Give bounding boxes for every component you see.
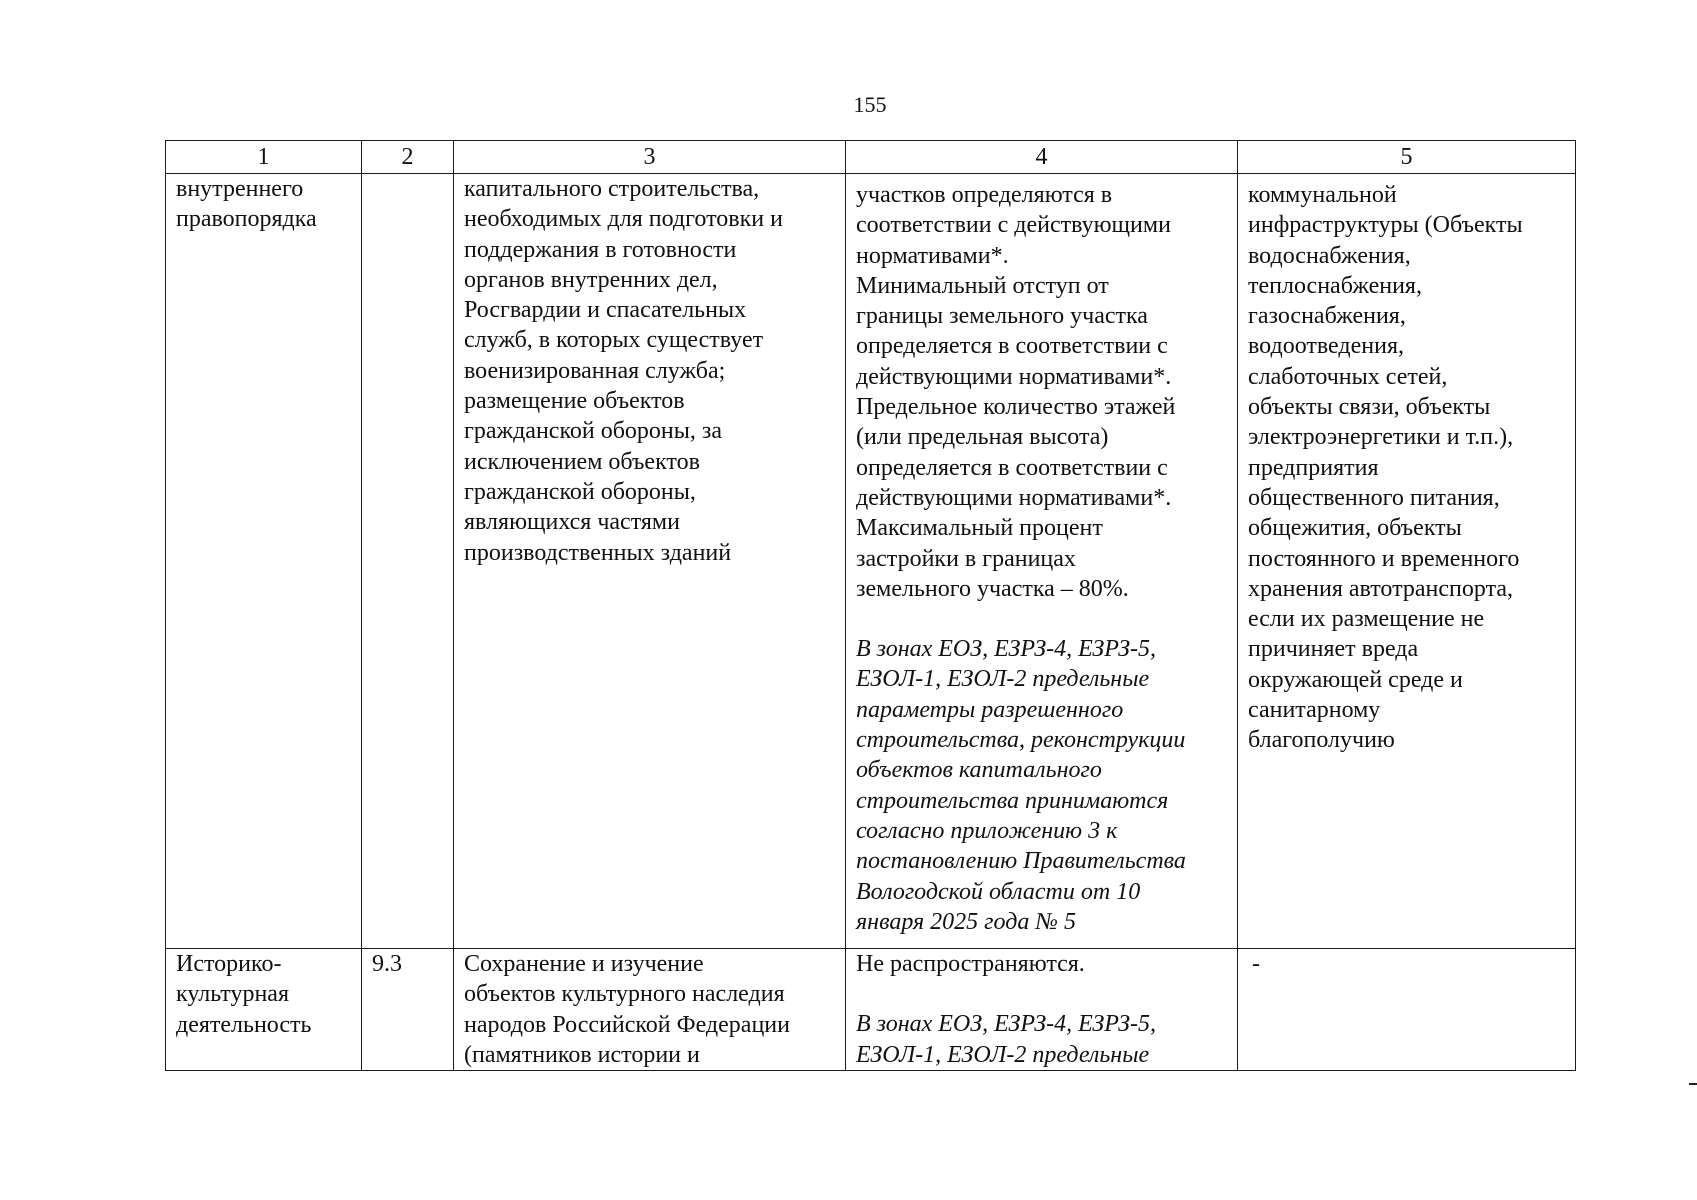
text-line: Историко- <box>176 951 282 977</box>
text-line: действующими нормативами*. <box>856 363 1172 390</box>
text-line: действующими нормативами*. <box>856 484 1172 511</box>
text-line: культурная <box>176 981 289 1008</box>
italic-text-line: согласно приложению 3 к <box>856 817 1118 844</box>
page-number: 155 <box>853 92 887 117</box>
text-line: инфраструктуры (Объекты <box>1248 212 1523 239</box>
text-line: определяется в соответствии с <box>856 333 1168 360</box>
code-cell <box>362 949 454 1071</box>
italic-text-line: В зонах ЕОЗ, ЕЗРЗ-4, ЕЗРЗ-5, <box>856 636 1157 663</box>
text-line: являющихся частями <box>464 509 680 536</box>
italic-text-line: параметры разрешенного <box>856 696 1124 723</box>
header-col-1: 1 <box>166 141 362 174</box>
text-line: предприятия <box>1248 454 1379 481</box>
text-line: объекты связи, объекты <box>1248 394 1491 421</box>
text-line: (или предельная высота) <box>856 424 1109 451</box>
auxiliary-uses-cell <box>1238 174 1576 949</box>
italic-text-line: Вологодской области от 10 <box>856 878 1141 905</box>
italic-text-line: ЕЗОЛ-1, ЕЗОЛ-2 предельные <box>856 666 1150 693</box>
auxiliary-uses-cell <box>1238 949 1576 1071</box>
text-line: водоотведения, <box>1248 333 1404 360</box>
text-line: участков определяются в <box>856 182 1113 208</box>
text-line: если их размещение не <box>1248 606 1485 633</box>
text-line: гражданской обороны, <box>464 478 696 505</box>
text-line: гражданской обороны, за <box>464 418 723 445</box>
italic-text-line: В зонах ЕОЗ, ЕЗРЗ-4, ЕЗРЗ-5, <box>856 1011 1157 1038</box>
header-col-5: 5 <box>1238 141 1576 174</box>
text-line: определяется в соответствии с <box>856 454 1168 481</box>
text-line: земельного участка – 80%. <box>856 575 1129 602</box>
text-line: органов внутренних дел, <box>464 266 718 293</box>
text-line: газоснабжения, <box>1248 303 1406 330</box>
activity-name-cell <box>166 174 362 949</box>
text-line: исключением объектов <box>464 448 700 475</box>
text-line: Росгвардии и спасательных <box>464 297 747 324</box>
paragraph-gap <box>856 979 1229 1009</box>
text-line: размещение объектов <box>464 388 685 415</box>
parameters-cell <box>846 174 1238 949</box>
text-line: Максимальный процент <box>856 515 1103 542</box>
text-line: нормативами*. <box>856 242 1009 269</box>
text-line: капитального строительства, <box>464 176 760 202</box>
text-line: производственных зданий <box>464 539 732 566</box>
text-line: слаботочных сетей, <box>1248 363 1448 390</box>
text-line: Минимальный отступ от <box>856 272 1109 299</box>
code-cell <box>362 174 454 949</box>
header-row <box>166 141 1576 174</box>
text-line: электроэнергетики и т.п.), <box>1248 424 1514 451</box>
text-line: причиняет вреда <box>1248 636 1419 663</box>
text-line: соответствии с действующими <box>856 212 1171 239</box>
text-line: водоснабжения, <box>1248 242 1411 269</box>
regulations-table <box>165 140 1576 1071</box>
text-line: общежития, объекты <box>1248 515 1462 542</box>
italic-text-line: января 2025 года № 5 <box>856 908 1076 935</box>
activity-name-cell <box>166 949 362 1071</box>
text-line: Предельное количество этажей <box>856 394 1176 421</box>
header-col-2: 2 <box>362 141 454 174</box>
text-line: военизированная служба; <box>464 357 726 384</box>
header-col-3: 3 <box>454 141 846 174</box>
italic-text-line: постановлению Правительства <box>856 848 1186 875</box>
parameters-cell <box>846 949 1238 1071</box>
text-line: теплоснабжения, <box>1248 272 1422 299</box>
italic-text-line: объектов капитального <box>856 757 1102 784</box>
description-cell <box>454 949 846 1071</box>
description-cell <box>454 174 846 949</box>
text-line: санитарному <box>1248 697 1381 724</box>
text-line: окружающей среде и <box>1248 666 1463 693</box>
text-line: служб, в которых существует <box>464 327 764 354</box>
paragraph-gap <box>856 604 1229 634</box>
text-line: границы земельного участка <box>856 303 1148 330</box>
scan-edge-mark <box>1689 1083 1697 1085</box>
text-line: деятельность <box>176 1011 312 1038</box>
text-line: Сохранение и изучение <box>464 951 704 977</box>
text-line: необходимых для подготовки и <box>464 206 783 233</box>
empty-dash: - <box>1252 951 1260 977</box>
text-line: народов Российской Федерации <box>464 1011 790 1038</box>
text-line: внутреннего <box>176 176 304 202</box>
italic-text-line: строительства, реконструкции <box>856 727 1186 754</box>
text-line: правопорядка <box>176 206 317 233</box>
italic-text-line: ЕЗОЛ-1, ЕЗОЛ-2 предельные <box>856 1041 1150 1068</box>
text-line: Не распространяются. <box>856 951 1085 977</box>
text-line: постоянного и временного <box>1248 545 1520 572</box>
table-row <box>166 949 1576 1071</box>
text-line: 9.3 <box>372 951 402 977</box>
text-line: благополучию <box>1248 727 1395 754</box>
text-line: поддержания в готовности <box>464 236 737 263</box>
text-line: застройки в границах <box>856 545 1076 572</box>
italic-text-line: строительства принимаются <box>856 787 1169 814</box>
text-line: коммунальной <box>1248 182 1397 208</box>
text-line: (памятников истории и <box>464 1041 700 1068</box>
text-line: объектов культурного наследия <box>464 981 785 1008</box>
text-line: общественного питания, <box>1248 484 1500 511</box>
text-line: хранения автотранспорта, <box>1248 575 1514 602</box>
table-row <box>166 174 1576 949</box>
header-col-4: 4 <box>846 141 1238 174</box>
